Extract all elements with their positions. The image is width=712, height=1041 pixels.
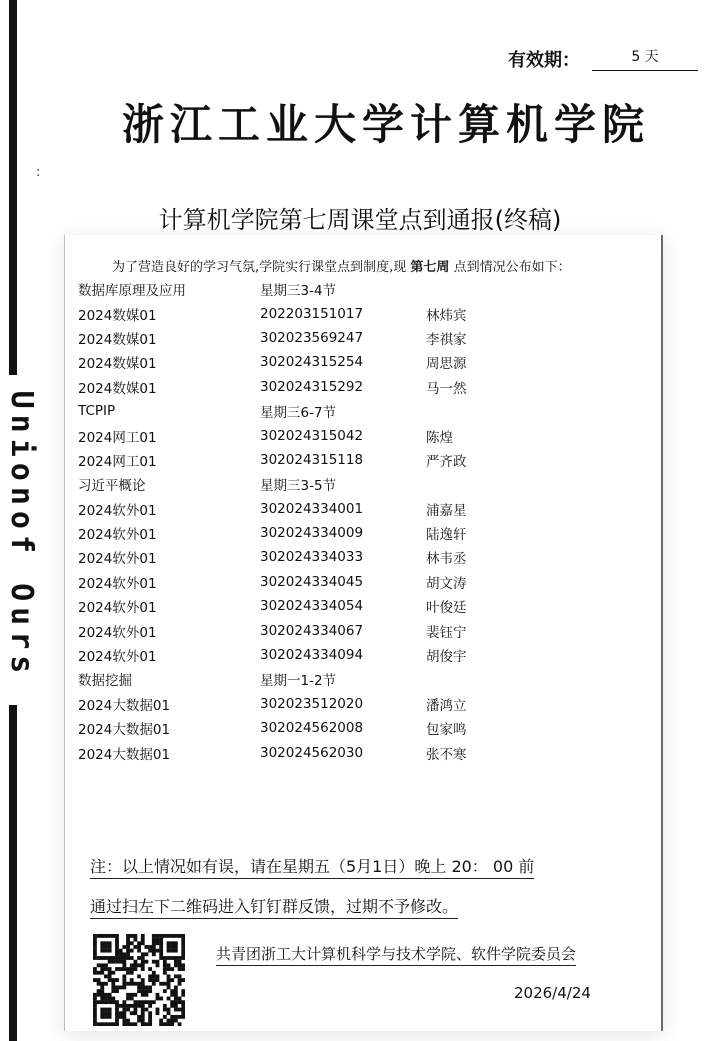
course-time: 星期一1-2节	[260, 673, 337, 690]
student-name: 林炜宾	[426, 307, 467, 324]
course-time: 星期三3-5节	[260, 478, 337, 495]
course-name: 数据库原理及应用	[78, 283, 186, 300]
student-name: 胡俊宇	[426, 649, 467, 666]
student-class: 2024软外01	[78, 502, 157, 519]
student-class: 2024软外01	[78, 575, 157, 592]
note-line-2	[90, 894, 458, 917]
student-row	[78, 692, 638, 716]
student-name: 陆逸轩	[426, 527, 467, 544]
student-class: 2024网工01	[78, 429, 157, 446]
student-row	[78, 423, 638, 447]
student-row	[78, 326, 638, 350]
student-id: 302023569247	[260, 329, 364, 346]
notice-title	[60, 200, 660, 235]
student-id: 202203151017	[260, 305, 364, 322]
organization-name: 共青团浙工大计算机科学与技术学院、软件学院委员会	[216, 945, 576, 966]
student-id: 302024334067	[260, 622, 364, 639]
course-row	[78, 472, 638, 496]
intro-text	[112, 256, 571, 275]
course-name: TCPIP	[78, 403, 116, 420]
intro-suffix: 点到情况公布如下：	[453, 260, 571, 275]
student-row	[78, 716, 638, 740]
student-row	[78, 643, 638, 667]
student-class: 2024软外01	[78, 551, 157, 568]
course-row	[78, 667, 638, 691]
student-name: 陈煌	[426, 429, 453, 446]
student-id: 302024334009	[260, 525, 364, 542]
page-title: 浙江工业大学计算机学院	[121, 100, 650, 149]
intro-week: 第七周	[410, 260, 450, 275]
side-bar-top	[9, 0, 17, 375]
qr-code-graphic	[93, 934, 185, 1026]
student-name: 张不寒	[426, 746, 467, 763]
student-name: 裴钰宁	[426, 624, 467, 641]
validity-value: 5 天	[592, 46, 698, 71]
student-row	[78, 594, 638, 618]
student-class: 2024软外01	[78, 600, 157, 617]
side-watermark-text: Unionof Ours	[4, 390, 39, 680]
intro-prefix: 为了营造良好的学习气氛,学院实行课堂点到制度,现	[112, 260, 407, 275]
validity-label: 有效期：	[508, 50, 580, 71]
student-name: 严齐政	[426, 453, 467, 470]
student-name: 包家鸣	[426, 722, 467, 739]
student-id: 302023512020	[260, 695, 364, 712]
course-name: 数据挖掘	[78, 673, 132, 690]
student-row	[78, 570, 638, 594]
student-name: 林韦丞	[426, 551, 467, 568]
student-class: 2024数媒01	[78, 331, 157, 348]
notice-title-text: 计算机学院第七周课堂点到通报(终稿)	[159, 206, 562, 238]
note-line-2-text: 通过扫左下二维码进入钉钉群反馈，过期不予修改。	[90, 897, 458, 919]
student-id: 302024315118	[260, 451, 364, 468]
attendance-roster	[78, 277, 638, 765]
colon-mark: :	[36, 165, 41, 180]
student-row	[78, 375, 638, 399]
student-class: 2024数媒01	[78, 380, 157, 397]
student-class: 2024软外01	[78, 649, 157, 666]
student-class: 2024大数据01	[78, 746, 171, 763]
student-row	[78, 497, 638, 521]
student-class: 2024软外01	[78, 527, 157, 544]
student-class: 2024软外01	[78, 624, 157, 641]
student-id: 302024334054	[260, 598, 364, 615]
student-id: 302024334033	[260, 549, 364, 566]
student-row	[78, 740, 638, 764]
note-line-1-text: 注：以上情况如有误，请在星期五（5月1日）晚上 20： 00 前	[90, 857, 534, 879]
student-name: 叶俊廷	[426, 600, 467, 617]
course-name: 习近平概论	[78, 478, 146, 495]
student-name: 潘鸿立	[426, 697, 467, 714]
student-class: 2024数媒01	[78, 356, 157, 373]
student-row	[78, 618, 638, 642]
student-id: 302024334001	[260, 500, 364, 517]
student-class: 2024大数据01	[78, 697, 171, 714]
note-line-1	[90, 854, 534, 877]
student-id: 302024334094	[260, 647, 364, 664]
student-row	[78, 521, 638, 545]
student-name: 胡文涛	[426, 575, 467, 592]
student-id: 302024562030	[260, 744, 364, 761]
student-id: 302024315254	[260, 354, 364, 371]
student-id: 302024315042	[260, 427, 364, 444]
student-name: 马一然	[426, 380, 467, 397]
organization-signature	[216, 943, 576, 964]
student-id: 302024334045	[260, 573, 364, 590]
student-class: 2024大数据01	[78, 722, 171, 739]
student-id: 302024315292	[260, 378, 364, 395]
student-name: 浦嘉星	[426, 502, 467, 519]
course-time: 星期三3-4节	[260, 283, 337, 300]
side-bar-bottom	[9, 705, 17, 1041]
student-name: 李祺家	[426, 331, 467, 348]
student-row	[78, 301, 638, 325]
student-name: 周思源	[426, 356, 467, 373]
student-class: 2024网工01	[78, 453, 157, 470]
student-row	[78, 448, 638, 472]
notice-date: 2026/4/24	[514, 984, 591, 1002]
course-row	[78, 399, 638, 423]
student-row	[78, 545, 638, 569]
course-time: 星期三6-7节	[260, 405, 337, 422]
student-class: 2024数媒01	[78, 307, 157, 324]
student-id: 302024562008	[260, 720, 364, 737]
student-row	[78, 350, 638, 374]
course-row	[78, 277, 638, 301]
qr-code-icon[interactable]	[93, 934, 185, 1026]
